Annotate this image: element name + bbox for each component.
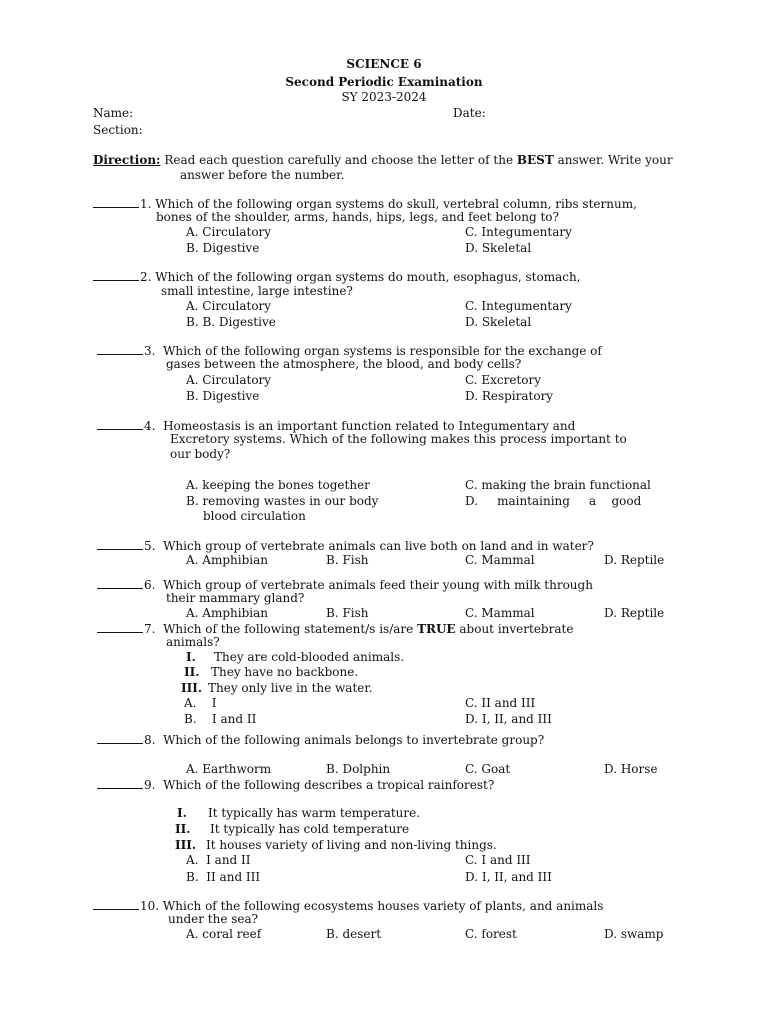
answer-blank[interactable] xyxy=(93,269,139,281)
choice-b: B. II and III xyxy=(186,870,261,884)
question-number: 5. xyxy=(144,539,156,553)
choice-d: D. Respiratory xyxy=(465,389,554,403)
choice-d: D. I, II, and III xyxy=(465,712,552,726)
question-text-line: their mammary gland? xyxy=(166,591,305,605)
date-label: Date: xyxy=(453,106,486,120)
answer-blank[interactable] xyxy=(97,343,143,355)
choice-c: C. I and III xyxy=(465,853,531,867)
question-emphasis: TRUE xyxy=(417,622,456,636)
choice-d: D. swamp xyxy=(604,927,664,941)
choice-c: C. Mammal xyxy=(465,606,535,620)
choice-b: B. Fish xyxy=(326,553,369,567)
choice-c: C. Goat xyxy=(465,762,511,776)
exam-subject: SCIENCE 6 xyxy=(346,57,422,71)
choice-d: D. Horse xyxy=(604,762,658,776)
answer-blank[interactable] xyxy=(97,577,143,589)
choice-c: C. Mammal xyxy=(465,553,535,567)
answer-blank[interactable] xyxy=(97,418,143,430)
question-text: Which group of vertebrate animals feed their young with milk through xyxy=(163,578,593,592)
roman-numeral: III. xyxy=(175,838,197,852)
choice-a: A. Amphibian xyxy=(186,553,268,567)
choice-c: C. making the brain functional xyxy=(465,478,651,492)
question-text: Which of the following animals belongs to invertebrate group? xyxy=(163,733,545,747)
question-number: 2. xyxy=(140,270,152,284)
question-8 xyxy=(97,732,544,748)
question-text: Which group of vertebrate animals can live both on land and in water? xyxy=(163,539,594,553)
question-text: Which of the following organ systems do skull, vertebral column, ribs sternum, xyxy=(155,197,637,211)
choice-d: D. Skeletal xyxy=(465,241,532,255)
choice-c: C. Excretory xyxy=(465,373,542,387)
roman-statement: It typically has cold temperature xyxy=(210,822,410,836)
choice-b: B. B. Digestive xyxy=(186,315,276,329)
roman-statement: It houses variety of living and non-living things. xyxy=(206,838,497,852)
question-text: about invertebrate xyxy=(455,622,574,636)
answer-blank[interactable] xyxy=(97,777,143,789)
direction-line-2: answer before the number. xyxy=(180,168,345,182)
question-number: 8. xyxy=(144,733,156,747)
school-year: SY 2023-2024 xyxy=(341,90,427,104)
question-number: 6. xyxy=(144,578,156,592)
roman-statement: It typically has warm temperature. xyxy=(208,806,421,820)
answer-blank[interactable] xyxy=(97,621,143,633)
question-number: 7. xyxy=(144,622,156,636)
direction-label: Direction: xyxy=(93,153,161,167)
roman-statement: They have no backbone. xyxy=(211,665,359,679)
question-number: 9. xyxy=(144,778,156,792)
choice-d-continued: blood circulation xyxy=(203,509,306,523)
question-text-line: under the sea? xyxy=(168,912,259,926)
choice-a: A. Circulatory xyxy=(186,225,272,239)
question-number: 3. xyxy=(144,344,156,358)
choice-b: B. Fish xyxy=(326,606,369,620)
question-text: Which of the following organ systems do mouth, esophagus, stomach, xyxy=(155,270,581,284)
choice-a: A. keeping the bones together xyxy=(186,478,370,492)
section-label: Section: xyxy=(93,123,143,137)
choice-c: C. Integumentary xyxy=(465,299,572,313)
direction-text-a: Read each question carefully and choose the letter of the xyxy=(160,153,517,167)
choice-a: A. I xyxy=(184,696,217,710)
question-2 xyxy=(93,269,580,285)
choice-d: D. I, II, and III xyxy=(465,870,552,884)
question-number: 1. xyxy=(140,197,152,211)
answer-blank[interactable] xyxy=(97,538,143,550)
question-text-line: our body? xyxy=(170,447,231,461)
choice-b: B. desert xyxy=(326,927,382,941)
choice-d: D. Reptile xyxy=(604,553,665,567)
answer-blank[interactable] xyxy=(93,898,139,910)
question-number: 10. xyxy=(140,899,160,913)
question-5 xyxy=(97,538,594,554)
roman-numeral: II. xyxy=(184,665,200,679)
name-label: Name: xyxy=(93,106,134,120)
answer-blank[interactable] xyxy=(93,196,139,208)
roman-numeral: III. xyxy=(181,681,203,695)
choice-a: A. Circulatory xyxy=(186,373,272,387)
choice-b: B. Dolphin xyxy=(326,762,391,776)
question-text-line: bones of the shoulder, arms, hands, hips, legs, and feet belong to? xyxy=(156,210,559,224)
choice-d: D. maintaining a good xyxy=(465,494,642,508)
choice-d: D. Skeletal xyxy=(465,315,532,329)
question-text-line: small intestine, large intestine? xyxy=(161,284,353,298)
direction-best: BEST xyxy=(516,153,554,167)
direction-text-b: answer. Write your xyxy=(553,153,673,167)
question-9 xyxy=(97,777,494,793)
question-text: Which of the following describes a tropical rainforest? xyxy=(163,778,495,792)
choice-b: B. Digestive xyxy=(186,241,260,255)
choice-c: C. forest xyxy=(465,927,517,941)
roman-statement: They are cold-blooded animals. xyxy=(214,650,405,664)
choice-b: B. removing wastes in our body xyxy=(186,494,379,508)
roman-numeral: I. xyxy=(177,806,187,820)
choice-a: A. Earthworm xyxy=(186,762,272,776)
choice-a: A. I and II xyxy=(186,853,251,867)
choice-c: C. Integumentary xyxy=(465,225,572,239)
choice-a: A. Amphibian xyxy=(186,606,268,620)
question-text: Which of the following ecosystems houses variety of plants, and animals xyxy=(162,899,604,913)
question-text-line: animals? xyxy=(166,635,220,649)
choice-a: A. Circulatory xyxy=(186,299,272,313)
question-text: Which of the following statement/s is/are xyxy=(163,622,418,636)
question-text: Which of the following organ systems is responsible for the exchange of xyxy=(163,344,602,358)
roman-numeral: II. xyxy=(175,822,191,836)
question-text-line: Excretory systems. Which of the following makes this process important to xyxy=(170,432,627,446)
choice-b: B. I and II xyxy=(184,712,257,726)
direction-line-1 xyxy=(93,153,673,168)
question-number: 4. xyxy=(144,419,156,433)
roman-numeral: I. xyxy=(186,650,196,664)
answer-blank[interactable] xyxy=(97,732,143,744)
question-text: Homeostasis is an important function related to Integumentary and xyxy=(163,419,576,433)
roman-statement: They only live in the water. xyxy=(208,681,373,695)
question-text-line: gases between the atmosphere, the blood, and body cells? xyxy=(166,357,522,371)
choice-a: A. coral reef xyxy=(186,927,262,941)
exam-title: Second Periodic Examination xyxy=(285,75,483,89)
choice-d: D. Reptile xyxy=(604,606,665,620)
choice-c: C. II and III xyxy=(465,696,536,710)
choice-b: B. Digestive xyxy=(186,389,260,403)
